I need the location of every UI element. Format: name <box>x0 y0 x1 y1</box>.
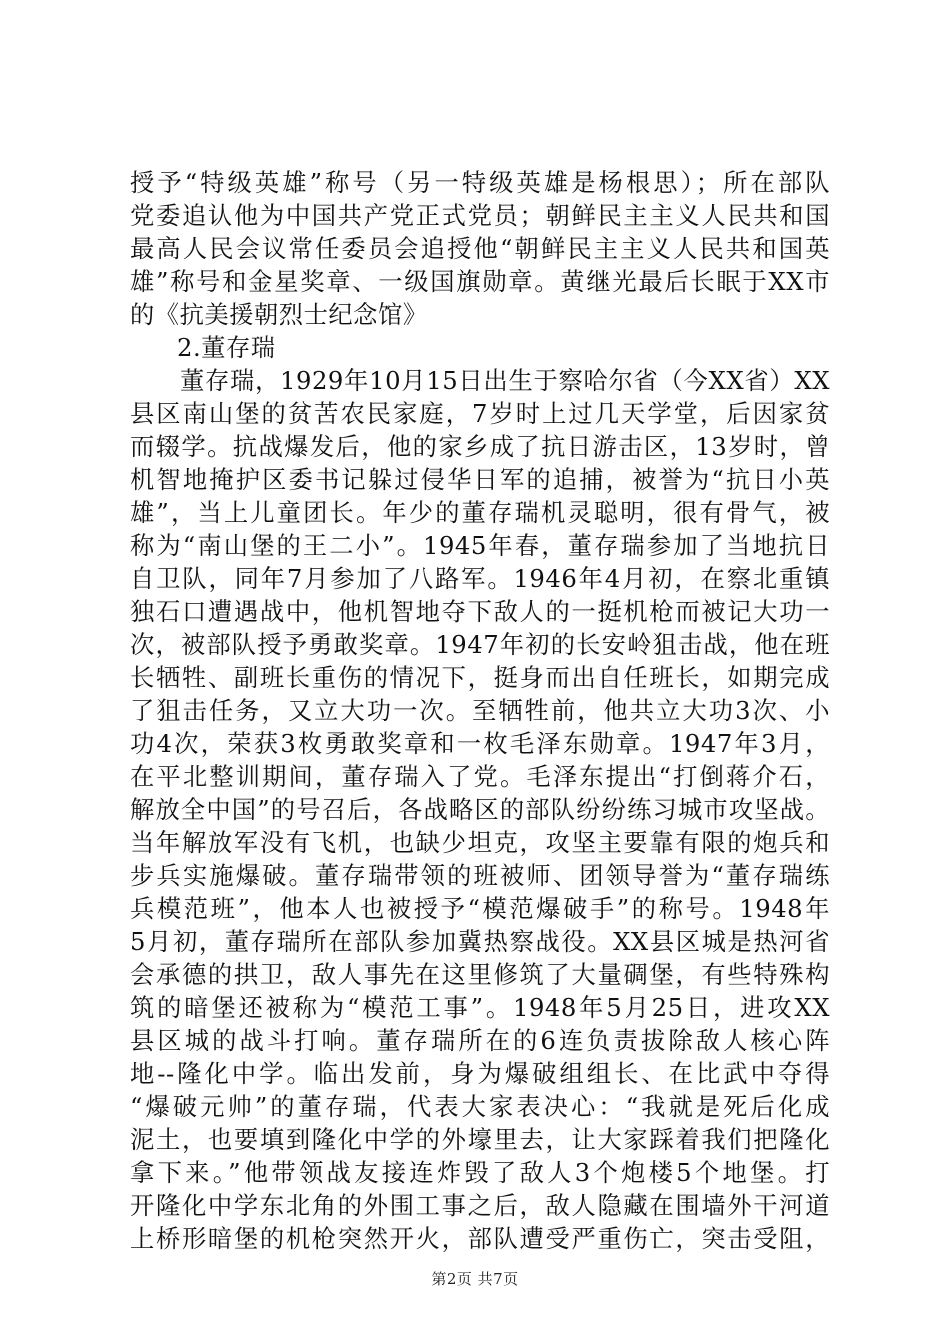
text-line: 了狙击任务，又立大功一次。至牺牲前，他共立大功3次、小 <box>130 696 830 725</box>
text-line: 功4次，荣获3枚勇敢奖章和一枚毛泽东勋章。1947年3月， <box>130 729 830 758</box>
text-line: 地--隆化中学。临出发前，身为爆破组组长、在比武中夺得 <box>130 1059 830 1088</box>
text-line: 县区城的战斗打响。董存瑞所在的6连负责拔除敌人核心阵 <box>130 1026 830 1055</box>
document-body <box>130 166 830 1255</box>
text-line: 当年解放军没有飞机，也缺少坦克，攻坚主要靠有限的炮兵和 <box>130 828 830 857</box>
text-line: 称为“南山堡的王二小”。1945年春，董存瑞参加了当地抗日 <box>130 531 830 560</box>
text-line: 最高人民会议常任委员会追授他“朝鲜民主主义人民共和国英 <box>130 234 830 263</box>
page-number-footer: 第2页 共7页 <box>431 1270 519 1288</box>
text-line: 筑的暗堡还被称为“模范工事”。1948年5月25日，进攻XX <box>130 993 830 1022</box>
text-line: 兵模范班”，他本人也被授予“模范爆破手”的称号。1948年 <box>130 894 830 923</box>
paragraph-first-line: 董存瑞，1929年10月15日出生于察哈尔省（今XX省）XX <box>180 366 830 395</box>
text-line: 党委追认他为中国共产党正式党员；朝鲜民主主义人民共和国 <box>130 201 830 230</box>
text-line: 而辍学。抗战爆发后，他的家乡成了抗日游击区，13岁时，曾 <box>130 432 830 461</box>
text-line: 县区南山堡的贫苦农民家庭，7岁时上过几天学堂，后因家贫 <box>130 399 830 428</box>
text-line: 在平北整训期间，董存瑞入了党。毛泽东提出“打倒蒋介石， <box>130 762 830 791</box>
section-heading: 2.董存瑞 <box>177 333 276 362</box>
text-line: 的《抗美援朝烈士纪念馆》 <box>130 300 428 329</box>
text-line: 会承德的拱卫，敌人事先在这里修筑了大量碉堡，有些特殊构 <box>130 960 830 989</box>
text-line: 解放全中国”的号召后，各战略区的部队纷纷练习城市攻坚战。 <box>130 795 830 824</box>
text-line: “爆破元帅”的董存瑞，代表大家表决心：“我就是死后化成 <box>130 1092 830 1121</box>
text-line: 授予“特级英雄”称号（另一特级英雄是杨根思）；所在部队 <box>130 168 830 197</box>
text-line: 开隆化中学东北角的外围工事之后，敌人隐藏在围墙外干河道 <box>130 1191 830 1220</box>
text-line: 步兵实施爆破。董存瑞带领的班被师、团领导誉为“董存瑞练 <box>130 861 830 890</box>
text-line: 5月初，董存瑞所在部队参加冀热察战役。XX县区城是热河省 <box>130 927 830 956</box>
text-line: 机智地掩护区委书记躲过侵华日军的追捕，被誉为“抗日小英 <box>130 465 830 494</box>
text-line: 雄”，当上儿童团长。年少的董存瑞机灵聪明，很有骨气，被 <box>130 498 830 527</box>
text-line: 拿下来。”他带领战友接连炸毁了敌人3个炮楼5个地堡。打 <box>130 1158 830 1187</box>
text-line: 泥土，也要填到隆化中学的外壕里去，让大家踩着我们把隆化 <box>130 1125 830 1154</box>
text-line: 次，被部队授予勇敢奖章。1947年初的长安岭狙击战，他在班 <box>130 630 830 659</box>
text-line: 雄”称号和金星奖章、一级国旗勋章。黄继光最后长眠于XX市 <box>130 267 830 296</box>
text-line: 独石口遭遇战中，他机智地夺下敌人的一挺机枪而被记大功一 <box>130 597 830 626</box>
text-line: 自卫队，同年7月参加了八路军。1946年4月初，在察北重镇 <box>130 564 830 593</box>
text-line: 长牺牲、副班长重伤的情况下，挺身而出自任班长，如期完成 <box>130 663 830 692</box>
text-line: 上桥形暗堡的机枪突然开火，部队遭受严重伤亡，突击受阻， <box>130 1224 830 1253</box>
